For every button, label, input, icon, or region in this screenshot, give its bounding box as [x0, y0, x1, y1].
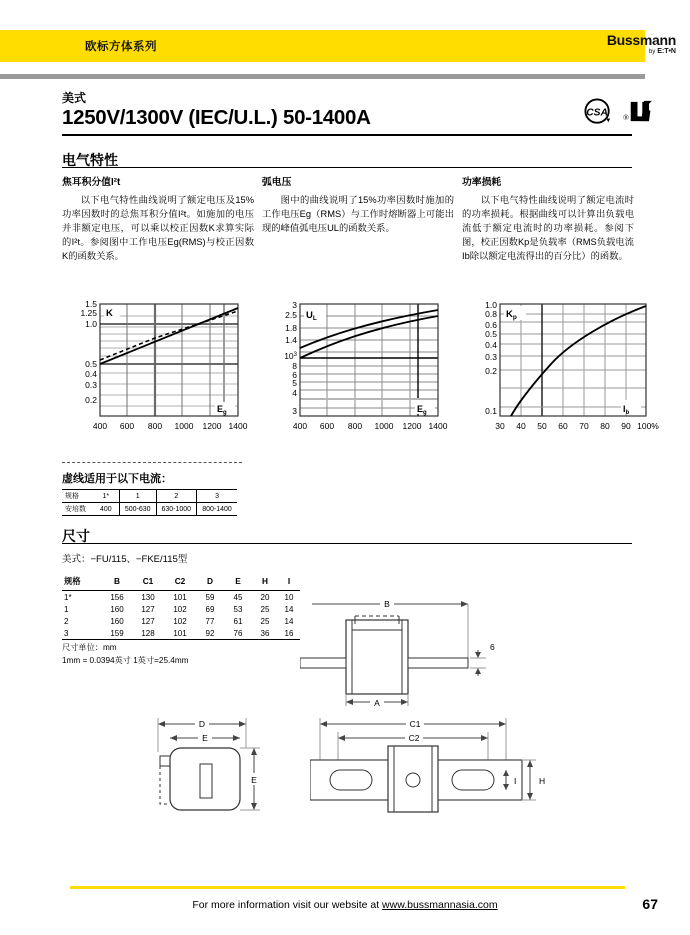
- chart3-ytick-2: 0.8: [485, 309, 497, 319]
- page-title-block: [62, 92, 632, 136]
- table-row: [62, 615, 300, 627]
- footer-text-prefix: For more information visit our website at: [192, 899, 383, 911]
- chart3-ytick-1: 1.0: [485, 300, 497, 310]
- drawing-label-A: A: [374, 698, 380, 708]
- dim-r3-c2: 128: [141, 628, 155, 638]
- chart2-xtick-6: 1400: [428, 421, 448, 431]
- drawing-label-B: B: [384, 599, 390, 609]
- dim-col-6: H: [252, 573, 278, 591]
- dash-row0-v3: 3: [197, 490, 237, 503]
- chart1-xtick-3: 800: [147, 421, 163, 431]
- chart1-ytick-2: 1.25: [80, 308, 97, 318]
- chart2-xtick-3: 800: [347, 421, 363, 431]
- table-row: [62, 603, 300, 615]
- column-i2t-heading: 焦耳积分值I²t: [62, 177, 121, 188]
- chart3-ytick-6: 0.3: [485, 352, 497, 362]
- chart-kp-vs-ib: [458, 296, 668, 448]
- title-underline: [62, 134, 632, 136]
- chart3-xaxis-label: $I_b$: [623, 404, 630, 416]
- footer-website-link[interactable]: www.bussmannasia.com: [382, 899, 498, 911]
- chart3-xtick-4: 60: [558, 421, 568, 431]
- chart-k-vs-eg: [58, 296, 254, 448]
- header-grey-divider: [0, 74, 645, 79]
- dim-r3-c5: 76: [233, 628, 243, 638]
- chart2-ytick-8: 5: [292, 378, 297, 388]
- drawing-label-6: 6: [490, 642, 495, 652]
- chart3-series-label: $K_p$: [506, 309, 517, 321]
- column-power-loss-heading: 功率损耗: [462, 177, 502, 188]
- chart3-ytick-8: 0.1: [485, 406, 497, 416]
- chart2-ytick-7: 6: [292, 370, 297, 380]
- column-arc-voltage-body: 图中的曲线说明了15%功率因数时施加的工作电压Eg（RMS）与工作时熔断器上可能出现的峰值弧电压UL的函数关系。: [262, 194, 454, 234]
- dash-row1-v0: 400: [99, 505, 112, 513]
- chart2-ytick-1: 3: [292, 300, 297, 310]
- table-row: [62, 591, 300, 604]
- dim-r0-c4: 59: [205, 592, 215, 602]
- column-arc-voltage-heading: 弧电压: [262, 177, 292, 188]
- chart3-ytick-7: 0.2: [485, 366, 497, 376]
- drawing-side-view: [150, 712, 310, 837]
- chart1-xtick-6: 1400: [228, 421, 248, 431]
- dash-row0-v0: 1*: [102, 492, 110, 500]
- dim-r1-c6: 25: [260, 604, 270, 614]
- chart3-xtick-5: 70: [579, 421, 589, 431]
- drawing-label-C1: C1: [409, 719, 421, 729]
- section-rule-dimensions: [62, 543, 632, 544]
- chart3-xtick-2: 40: [516, 421, 526, 431]
- chart1-xtick-5: 1200: [202, 421, 222, 431]
- column-power-loss-body: 以下电气特性曲线说明了额定电流时的功率损耗。根据曲线可以计算出负载电流低于额定电流时的功率损耗。参阅下图，校正因数Kp是负载率（RMS负载电流Ib除以额定电流得出的百分比）的函数。: [462, 194, 634, 262]
- dim-r2-c2: 127: [141, 616, 155, 626]
- chart1-series-label: K: [106, 308, 113, 319]
- dim-r1-c7: 14: [284, 604, 294, 614]
- dash-row0-label: 规格: [65, 493, 79, 500]
- table-row: [62, 490, 237, 503]
- dim-r0-c1: 156: [110, 592, 124, 602]
- dimension-note-conversion: 1mm = 0.0394英寸 1英寸=25.4mm: [62, 656, 189, 666]
- table-row: [62, 627, 300, 640]
- dim-r2-c7: 14: [284, 616, 294, 626]
- dim-r3-c7: 16: [284, 628, 294, 638]
- dim-r0-c3: 101: [173, 592, 187, 602]
- chart3-xtick-6: 80: [600, 421, 610, 431]
- column-i2t: [62, 176, 254, 264]
- dim-col-2: C1: [132, 573, 164, 591]
- dim-col-4: D: [196, 573, 224, 591]
- chart3-ytick-5: 0.4: [485, 340, 497, 350]
- drawing-label-E-width: E: [202, 733, 208, 743]
- dim-r3-c3: 101: [173, 628, 187, 638]
- dim-r2-c5: 61: [233, 616, 243, 626]
- logo-brand-name: Bussmann: [606, 32, 676, 48]
- footer-text: [0, 899, 690, 911]
- chart2-ytick-6: 8: [292, 361, 297, 371]
- dim-r1-c0: 1: [64, 604, 69, 614]
- drawing-top-elevation: [300, 580, 560, 715]
- dash-row0-v2: 2: [156, 490, 197, 503]
- drawing-label-I: I: [514, 776, 517, 786]
- dim-r1-c3: 102: [173, 604, 187, 614]
- footer-yellow-rule: [70, 886, 625, 889]
- chart3-xtick-1: 30: [495, 421, 505, 431]
- ul-recognized-mark-icon: [620, 99, 654, 125]
- chart2-ytick-10: 3: [292, 406, 297, 416]
- chart2-xaxis-label: $E_g$: [417, 404, 427, 416]
- chart2-xtick-5: 1200: [402, 421, 422, 431]
- dim-r2-c0: 2: [64, 616, 69, 626]
- title-kicker: 美式: [62, 91, 87, 105]
- dim-r0-c7: 10: [284, 592, 294, 602]
- dim-col-1: B: [102, 573, 132, 591]
- logo-by-text: by: [648, 49, 656, 55]
- chart1-ytick-3: 1.0: [85, 319, 97, 329]
- drawing-label-E-height: E: [251, 775, 257, 785]
- dim-r1-c4: 69: [205, 604, 215, 614]
- svg-text:®: ®: [623, 113, 629, 123]
- section-heading-dimensions: 尺寸: [62, 528, 90, 544]
- dim-col-0: 规格: [62, 573, 102, 591]
- dash-current-table: [62, 489, 237, 516]
- table-row: [62, 503, 237, 516]
- dim-r3-c0: 3: [64, 628, 69, 638]
- dim-col-5: E: [224, 573, 252, 591]
- chart2-xtick-4: 1000: [374, 421, 394, 431]
- dim-r3-c4: 92: [205, 628, 215, 638]
- chart1-ytick-5: 0.4: [85, 369, 97, 379]
- dash-row1-label: 安培数: [65, 506, 86, 513]
- dash-row1-v2: 630-1000: [156, 503, 197, 516]
- chart1-xtick-1: 400: [92, 421, 108, 431]
- dim-r0-c2: 130: [141, 592, 155, 602]
- chart2-xtick-2: 600: [319, 421, 335, 431]
- chart2-series-label: $U_L$: [306, 310, 317, 322]
- dim-r3-c6: 36: [260, 628, 270, 638]
- chart3-xtick-7: 90: [621, 421, 631, 431]
- dim-r2-c4: 77: [205, 616, 215, 626]
- chart3-xtick-3: 50: [537, 421, 547, 431]
- chart2-ytick-4: 1.4: [285, 335, 297, 345]
- dim-r0-c6: 20: [260, 592, 270, 602]
- dim-r0-c0: 1*: [64, 592, 72, 602]
- chart3-ytick-3: 0.6: [485, 320, 497, 330]
- chart1-xaxis-label: $E_g$: [217, 404, 227, 416]
- dim-r1-c2: 127: [141, 604, 155, 614]
- chart3-xtick-8: 100%: [637, 421, 659, 431]
- chart3-ytick-4: 0.5: [485, 329, 497, 339]
- chart1-xtick-4: 1000: [174, 421, 194, 431]
- section-heading-electrical: 电气特性: [62, 152, 118, 168]
- page-number: 67: [642, 896, 658, 912]
- chart2-ytick-2: 2.5: [285, 310, 297, 320]
- chart2-xtick-1: 400: [292, 421, 308, 431]
- bussmann-logo: [607, 33, 676, 55]
- dash-row1-v3: 800-1400: [197, 503, 237, 516]
- logo-eaton-text: E:T•N: [657, 48, 676, 55]
- column-power-loss: [462, 176, 634, 264]
- chart-ul-vs-eg: [258, 296, 454, 448]
- chart2-ytick-5: $10^3$: [284, 351, 297, 361]
- drawing-front-view: [310, 712, 560, 837]
- drawing-label-C2: C2: [408, 733, 420, 743]
- dim-r2-c3: 102: [173, 616, 187, 626]
- certification-marks: [584, 98, 654, 126]
- csa-mark-icon: [584, 98, 612, 126]
- table-header-row: [62, 573, 300, 591]
- drawing-label-D: D: [198, 719, 206, 729]
- chart1-ytick-4: 0.5: [85, 359, 97, 369]
- dim-r0-c5: 45: [233, 592, 243, 602]
- dim-r1-c1: 160: [110, 604, 124, 614]
- logo-parent-brand: [607, 48, 676, 55]
- page-title: 1250V/1300V (IEC/U.L.) 50-1400A: [62, 106, 371, 130]
- drawing-label-H: H: [539, 776, 546, 786]
- chart2-ytick-9: 4: [292, 388, 297, 398]
- dash-table-heading: 虚线适用于以下电流：: [62, 473, 172, 485]
- svg-text:CSA: CSA: [586, 107, 608, 119]
- dashed-separator: [62, 462, 242, 463]
- dim-r3-c1: 159: [110, 628, 124, 638]
- column-i2t-body: 以下电气特性曲线说明了额定电压及15%功率因数时的总焦耳积分值I²t。如施加的电压并非额定电压，可以乘以校正因数K求算实际的I²t。参阅图中工作电压Eg(RMS)与校正因数K的函数关系。: [62, 194, 254, 262]
- dash-row1-v1: 500-630: [119, 503, 156, 516]
- dimensions-subtitle: 美式：−FU/115、−FKE/115型: [62, 554, 188, 565]
- chart1-ytick-1: 1.5: [85, 299, 97, 309]
- column-arc-voltage: [262, 176, 454, 235]
- dim-r1-c5: 53: [233, 604, 243, 614]
- chart1-ytick-7: 0.2: [85, 395, 97, 405]
- dim-r2-c6: 25: [260, 616, 270, 626]
- dim-col-3: C2: [164, 573, 196, 591]
- dimensions-table: [62, 573, 300, 640]
- section-rule-electrical: [62, 167, 632, 168]
- chart1-xtick-2: 600: [119, 421, 135, 431]
- dimension-notes: [62, 641, 189, 667]
- header-series-label: 欧标方体系列: [85, 41, 157, 53]
- chart2-ytick-3: 1.8: [285, 323, 297, 333]
- dim-col-7: I: [278, 573, 300, 591]
- dash-row0-v1: 1: [119, 490, 156, 503]
- dim-r2-c1: 160: [110, 616, 124, 626]
- dimension-note-unit: 尺寸单位：mm: [62, 643, 117, 652]
- chart1-ytick-6: 0.3: [85, 380, 97, 390]
